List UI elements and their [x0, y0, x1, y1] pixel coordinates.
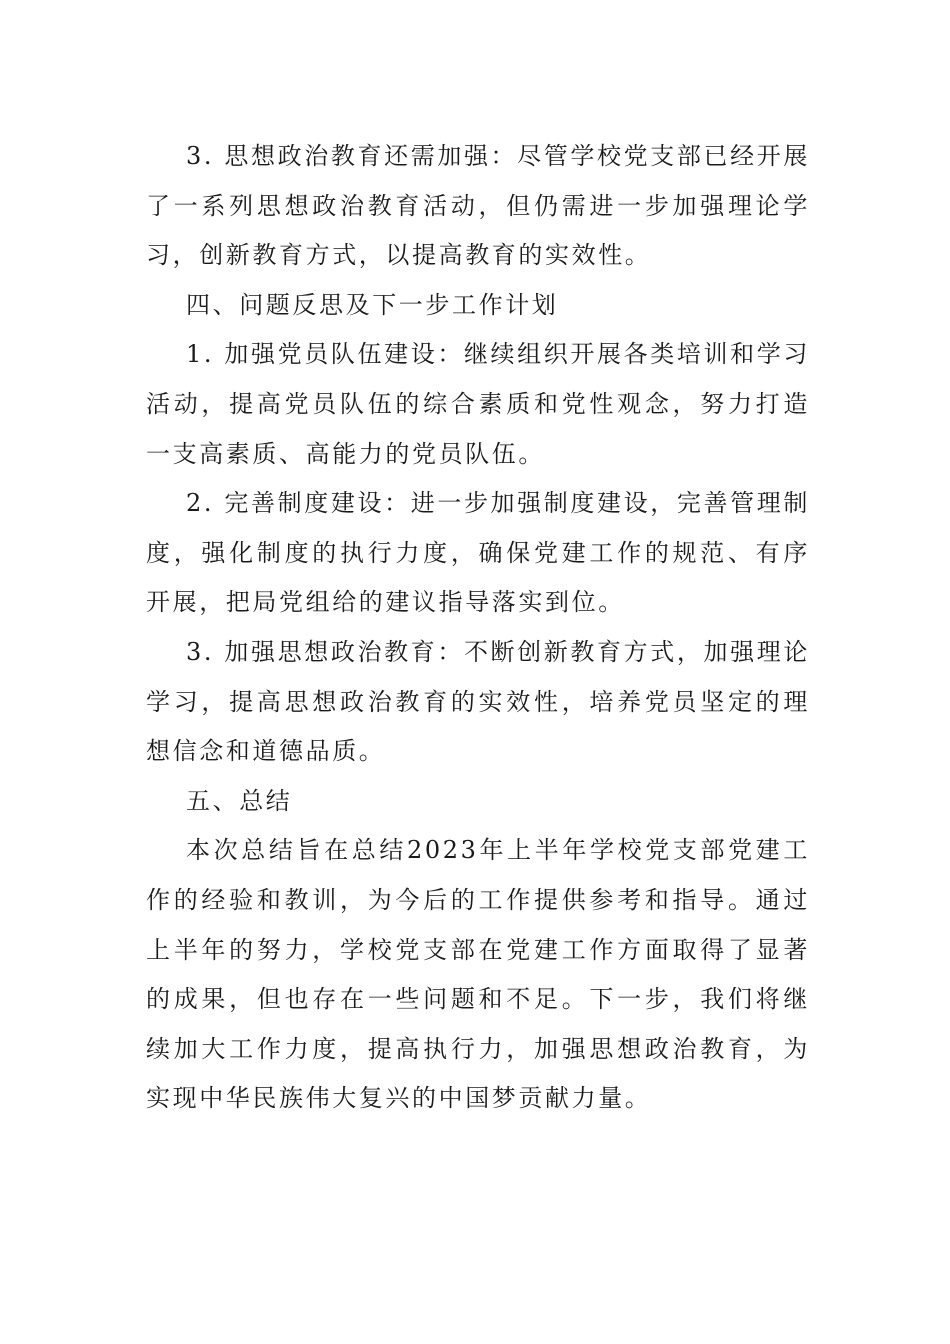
item-2-improve-system-building: 2. 完善制度建设：进一步加强制度建设，完善管理制度，强化制度的执行力度，确保党建工作的规范、有序开展，把局党组给的建议指导落实到位。: [146, 489, 810, 617]
section-heading-summary: 五、总结: [186, 786, 293, 815]
section-heading-reflection-and-plan: 四、问题反思及下一步工作计划: [186, 290, 559, 319]
item-3-ideological-education-needs-strengthening: 3. 思想政治教育还需加强：尽管学校党支部已经开展了一系列思想政治教育活动，但仍需进一步加强理论学习，创新教育方式，以提高教育的实效性。: [146, 142, 810, 270]
item-3-strengthen-ideological-education: 3. 加强思想政治教育：不断创新教育方式，加强理论学习，提高思想政治教育的实效性，培养党员坚定的理想信念和道德品质。: [146, 637, 810, 766]
item-1-strengthen-party-member-team: 1. 加强党员队伍建设：继续组织开展各类培训和学习活动，提高党员队伍的综合素质和党性观念，努力打造一支高素质、高能力的党员队伍。: [146, 340, 810, 468]
document-body: [146, 132, 810, 1124]
summary-paragraph: 本次总结旨在总结2023年上半年学校党支部党建工作的经验和教训，为今后的工作提供参考和指导。通过上半年的努力，学校党支部在党建工作方面取得了显著的成果，但也存在一些问题和不足。下一步，我们将继续加大工作力度，提高执行力，加强思想政治教育，为实现中华民族伟大复兴的中国梦贡献力量。: [146, 836, 810, 1113]
